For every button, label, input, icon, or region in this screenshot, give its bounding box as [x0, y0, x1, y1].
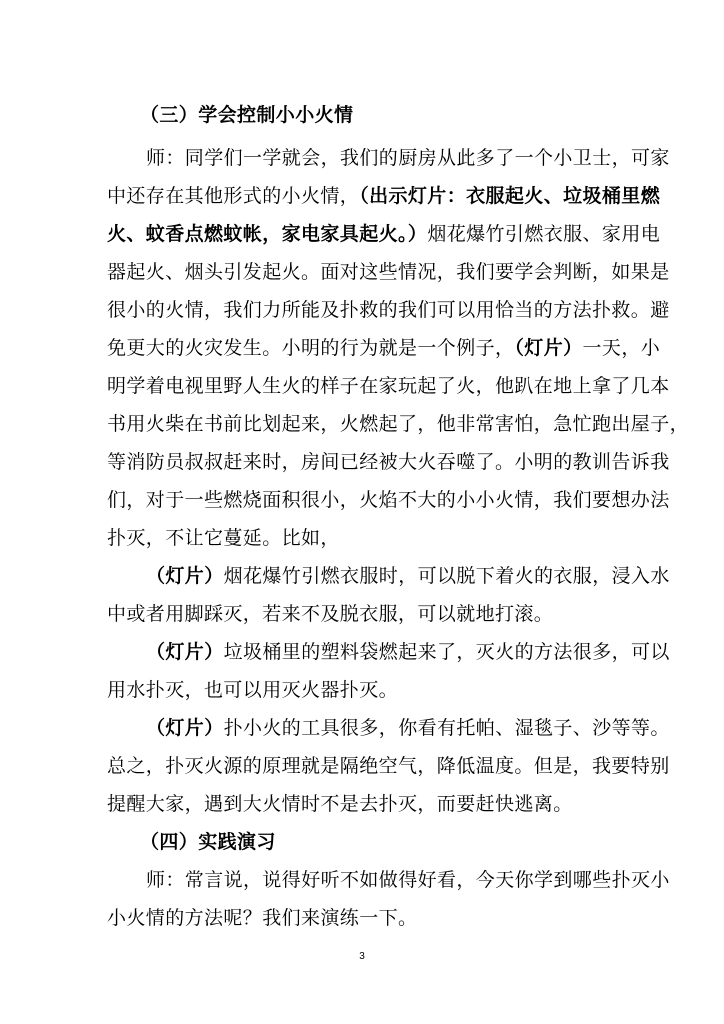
section-heading-3: （三）学会控制小小火情	[140, 104, 354, 126]
paragraph-line	[146, 716, 670, 740]
paragraph-line	[146, 640, 670, 664]
paragraph-line: 明学着电视里野人生火的样子在家玩起了火，他趴在地上拿了几本	[107, 375, 670, 397]
slide-tag: （灯片）	[146, 641, 224, 663]
paragraph-line: 器起火、烟头引发起火。面对这些情况，我们要学会判断，如果是	[107, 261, 670, 283]
paragraph-line: 扑灭，不让它蔓延。比如，	[107, 527, 340, 549]
paragraph-line: 师：常言说，说得好听不如做得好看，今天你学到哪些扑灭小	[146, 869, 670, 891]
bold-text-run: （出示灯片：衣服起火、垃圾桶里燃	[359, 185, 661, 207]
paragraph-line: 很小的火情，我们力所能及扑救的我们可以用恰当的方法扑救。避	[107, 299, 670, 321]
paragraph-line: 等消防员叔叔赶来时，房间已经被大火吞噬了。小明的教训告诉我	[107, 451, 670, 473]
text-run: 垃圾桶里的塑料袋燃起来了，灭火的方法很多，可以	[223, 641, 670, 663]
paragraph-line: 中或者用脚踩灭，若来不及脱衣服，可以就地打滚。	[107, 603, 554, 625]
page-number: 3	[359, 951, 365, 962]
bold-text-run: 火、蚊香点燃蚊帐，家电家具起火。）	[107, 223, 428, 245]
text-run: 免更大的火灾发生。小明的行为就是一个例子，	[107, 337, 515, 359]
text-run: 中还存在其他形式的小火情，	[107, 185, 360, 207]
paragraph-line	[107, 222, 660, 246]
text-run: 烟花爆竹引燃衣服时，可以脱下着火的衣服，浸入水	[223, 565, 670, 587]
text-run: 扑小火的工具很多，你看有托帕、湿毯子、沙等等。	[223, 717, 670, 739]
paragraph-line: 书用火柴在书前比划起来，火燃起了，他非常害怕，急忙跑出屋子，	[107, 413, 690, 435]
section-heading-4: （四）实践演习	[140, 831, 276, 853]
paragraph-line: 总之，扑灭火源的原理就是隔绝空气，降低温度。但是，我要特别	[107, 755, 670, 777]
slide-tag: （灯片）	[146, 717, 224, 739]
text-run: 烟花爆竹引燃衣服、家用电	[427, 223, 661, 245]
text-run: 一天，小	[582, 337, 661, 359]
paragraph-line: 们，对于一些燃烧面积很小，火焰不大的小小火情，我们要想办法	[107, 489, 670, 511]
paragraph-line	[146, 564, 670, 588]
paragraph-line	[107, 184, 660, 208]
paragraph-line: 师：同学们一学就会，我们的厨房从此多了一个小卫士，可家	[146, 147, 670, 169]
bold-text-run: （灯片）	[514, 337, 583, 359]
slide-tag: （灯片）	[146, 565, 224, 587]
paragraph-line: 提醒大家，遇到大火情时不是去扑灭，而要赶快逃离。	[107, 793, 573, 815]
paragraph-line: 用水扑灭，也可以用灭火器扑灭。	[107, 679, 399, 701]
paragraph-line	[107, 336, 660, 360]
paragraph-line: 小火情的方法呢？我们来演练一下。	[107, 907, 418, 929]
